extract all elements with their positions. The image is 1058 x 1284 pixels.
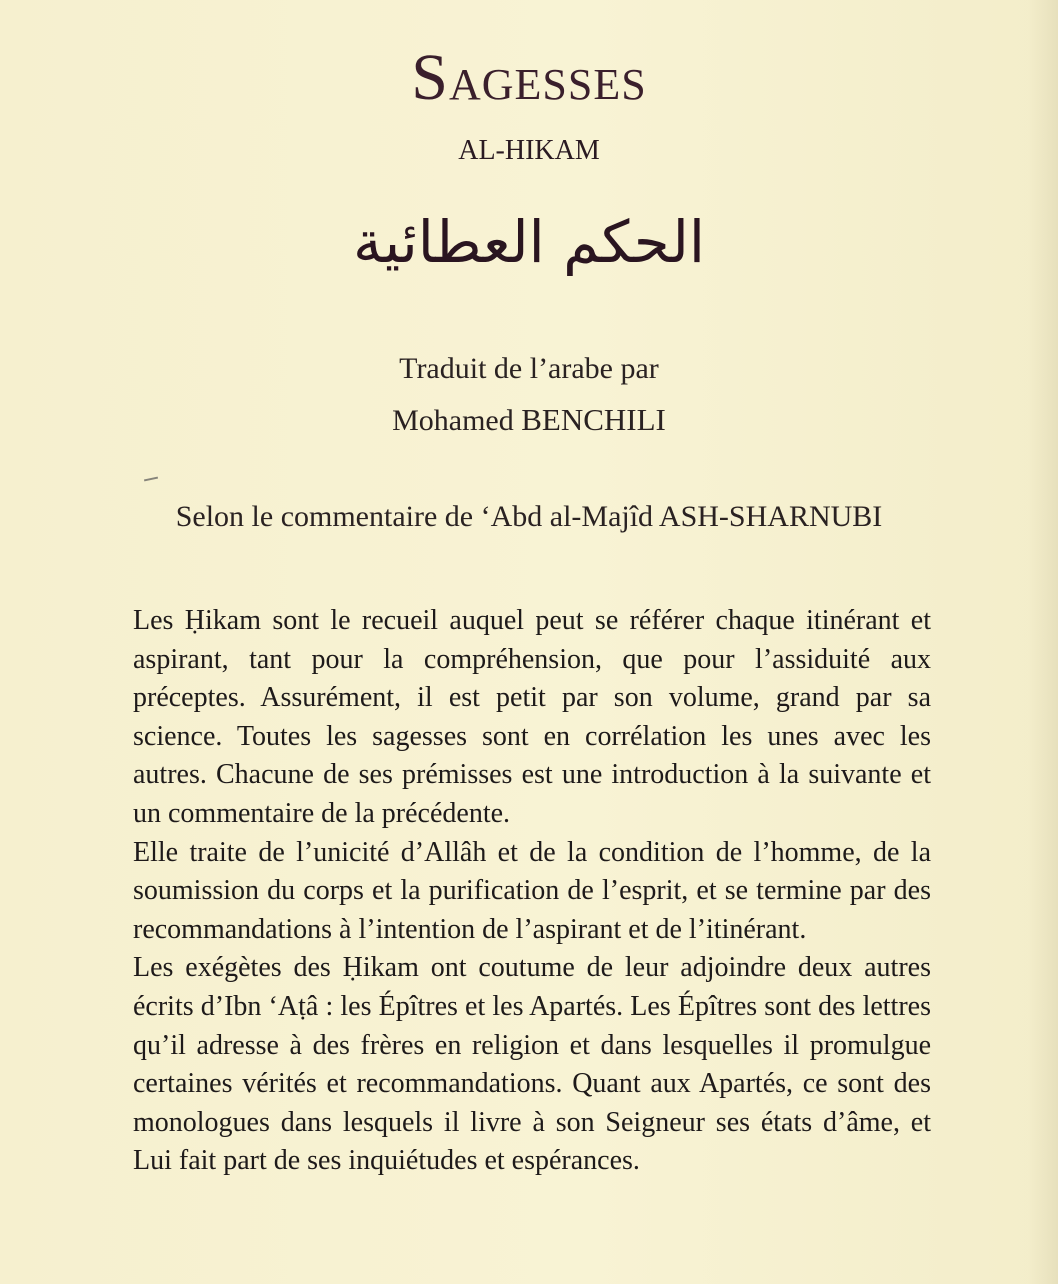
book-subtitle: AL-HIKAM [458, 135, 600, 166]
translator-last-name: BENCHILI [521, 402, 666, 437]
title-initial: S [411, 41, 449, 114]
description-text [133, 602, 931, 1181]
book-title [0, 40, 1058, 116]
arabic-title: الحكم العطائية [352, 208, 706, 276]
description-paragraph: Les exégètes des Ḥikam ont coutume de leur adjoindre deux autres écrits d’Ibn ‘Aṭâ : les Épîtres et les Apartés. Les Épîtres sont des lettres qu’il adresse à des frères en religion et dans lesquelles il promulgue certaines vérités et recommandations. Quant aux Apartés, ce sont des monologues dans lesquels il livre à son Seigneur ses états d’âme, et Lui fait part de ses inquiétudes et espérances. [133, 952, 931, 1177]
page-edge-shadow [1028, 0, 1058, 1284]
description-paragraph: Les Ḥikam sont le recueil auquel peut se référer chaque itinérant et aspirant, tant pour la compréhension, que pour l’assiduité aux préceptes. Assurément, il est petit par son volume, grand par sa science. Toutes les sagesses sont en corrélation les unes avec les autres. Chacune de ses prémisses est une introduction à la suivante et un commentaire de la précédente. [133, 605, 931, 829]
commentary-prefix: Selon le commentaire de ‘Abd al-Majîd [175, 500, 654, 533]
commentator-name: ASH-SHARNUBI [658, 500, 883, 533]
commentary-line [0, 500, 1058, 534]
description-paragraph: Elle traite de l’unicité d’Allâh et de la condition de l’homme, de la soumission du corps et la purification de l’esprit, et se termine par des recommandations à l’intention de l’aspirant et de l’itinérant. [133, 836, 931, 945]
translator-first-name: Mohamed [392, 404, 514, 437]
title-rest: AGESSES [449, 60, 647, 109]
translated-by-line: Traduit de l’arabe par [399, 352, 659, 385]
translator-name [0, 402, 1058, 438]
pen-mark [144, 477, 158, 482]
